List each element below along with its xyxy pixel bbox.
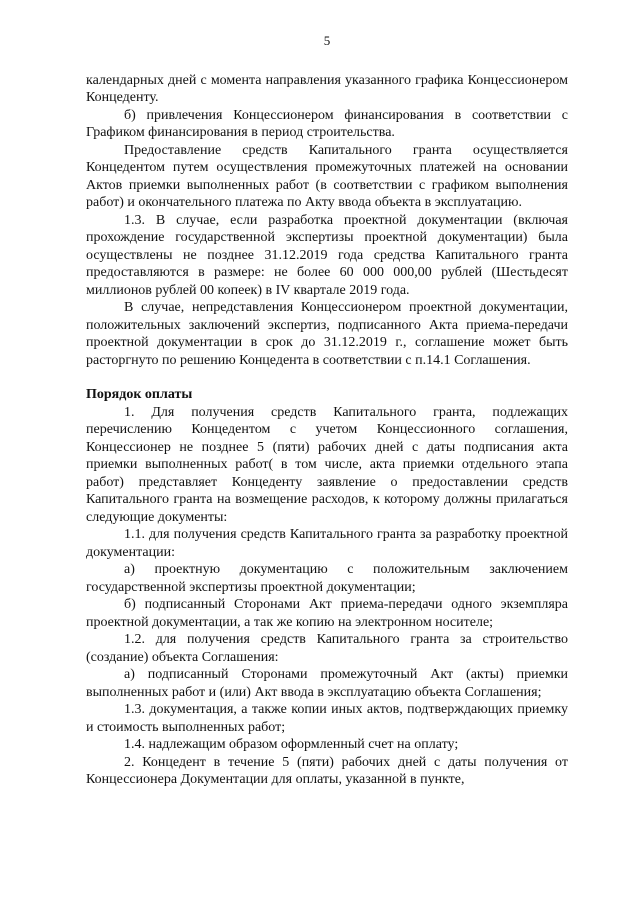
section-capital-grant — [86, 72, 568, 370]
paragraph-clause-1-1: 1.1. для получения средств Капитального гранта за разработку проектной документации: — [86, 527, 568, 560]
paragraph-clause-1-3-docs: 1.3. документация, а также копии иных актов, подтверждающих приемку и стоимость выполненных работ; — [86, 702, 568, 735]
section-heading-payment-procedure: Порядок оплаты — [86, 387, 193, 402]
paragraph-clause-1-2-a: а) подписанный Сторонами промежуточный Акт (акты) приемки выполненных работ и (или) Акт ввода в эксплуатацию объекта Соглашения; — [86, 667, 568, 700]
paragraph-continuation: календарных дней с момента направления указанного графика Концессионером Концеденту. — [86, 72, 568, 105]
paragraph-financing-b: б) привлечения Концессионером финансирования в соответствии с Графиком финансирования в период строительства. — [86, 107, 568, 140]
paragraph-termination: В случае, непредставления Концессионером проектной документации, положительных заключений экспертиз, подписанного Акта приема-передачи проектной документации в срок до 31.12.2019 г., соглашение может быть расторгнуто по решению Концедента в соответствии с п.14.1 Соглашения. — [86, 300, 568, 368]
paragraph-clause-1-1-a: а) проектную документацию с положительным заключением государственной экспертизы проектной документации; — [86, 562, 568, 595]
paragraph-clause-2: 2. Концедент в течение 5 (пяти) рабочих дней с даты получения от Концессионера Документации для оплаты, указанной в пункте, — [86, 754, 568, 787]
paragraph-clause-1: 1. Для получения средств Капитального гранта, подлежащих перечислению Концедентом с учетом Концессионного соглашения, Концессионер не позднее 5 (пяти) рабочих дней с даты подписания акта приемки выполненных работ( в том числе, акта приемки отдельного этапа работ) представляет Концеденту заявление о предоставлении средств Капитального гранта на возмещение расходов, к которому должны прилагаться следующие документы: — [86, 404, 568, 525]
section-payment-procedure — [86, 404, 568, 789]
page-number: 5 — [323, 33, 331, 48]
paragraph-clause-1-1-b: б) подписанный Сторонами Акт приема-передачи одного экземпляра проектной документации, а так же копию на электронном носителе; — [86, 597, 568, 630]
paragraph-clause-1-4: 1.4. надлежащим образом оформленный счет на оплату; — [124, 737, 459, 752]
paragraph-clause-1-3: 1.3. В случае, если разработка проектной документации (включая прохождение государственной экспертизы проектной документации) была осуществлены не позднее 31.12.2019 года средства Капитального гранта предоставляются в размере: не более 60 000 000,00 рублей (Шестьдесят миллионов рублей 00 копеек) в IV квартале 2019 года. — [86, 212, 568, 298]
paragraph-clause-1-2: 1.2. для получения средств Капитального гранта за строительство (создание) объекта Соглашения: — [86, 632, 568, 665]
paragraph-grant-provision: Предоставление средств Капитального гранта осуществляется Концедентом путем осуществления промежуточных платежей на основании Актов приемки выполненных работ (в соответствии с графиком выполнения работ) и окончательного платежа по Акту ввода объекта в эксплуатацию. — [86, 142, 568, 210]
